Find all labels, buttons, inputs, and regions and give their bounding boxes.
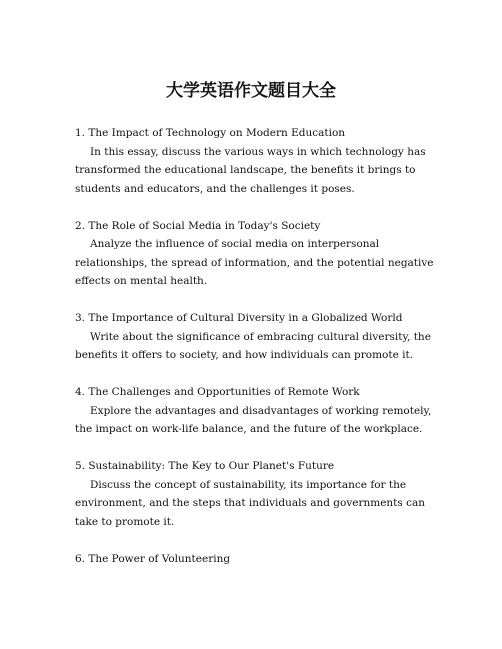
topic-heading: 4. The Challenges and Opportunities of Remote Work xyxy=(75,386,360,398)
topic-item xyxy=(75,550,435,569)
topic-list xyxy=(75,124,435,587)
topic-item xyxy=(75,457,435,531)
topic-heading: 3. The Importance of Cultural Diversity in a Globalized World xyxy=(75,312,403,324)
topic-description: Analyze the influence of social media on interpersonal relationships, the spread of information, and the potential negative effects on mental health. xyxy=(75,238,434,287)
document-title: 大学英语作文题目大全 xyxy=(166,81,336,101)
topic-item xyxy=(75,309,435,365)
topic-heading: 5. Sustainability: The Key to Our Planet's Future xyxy=(75,460,335,472)
topic-item xyxy=(75,124,435,198)
topic-description: Write about the significance of embracing cultural diversity, the benefits it offers to society, and how individuals can promote it. xyxy=(75,330,431,361)
topic-heading: 2. The Role of Social Media in Today's Society xyxy=(75,219,321,232)
topic-item xyxy=(75,217,435,291)
topic-heading: 6. The Power of Volunteering xyxy=(75,552,231,565)
topic-heading: 1. The Impact of Technology on Modern Education xyxy=(75,127,346,139)
topic-item xyxy=(75,383,435,439)
topic-description: Discuss the concept of sustainability, its importance for the environment, and the steps that individuals and governments can take to promote it. xyxy=(75,478,426,528)
topic-description: In this essay, discuss the various ways in which technology has transformed the educational landscape, the benefits it brings to students and educators, and the challenges it poses. xyxy=(75,145,426,195)
topic-description: Explore the advantages and disadvantages of working remotely, the impact on work-life balance, and the future of the workplace. xyxy=(75,404,432,435)
